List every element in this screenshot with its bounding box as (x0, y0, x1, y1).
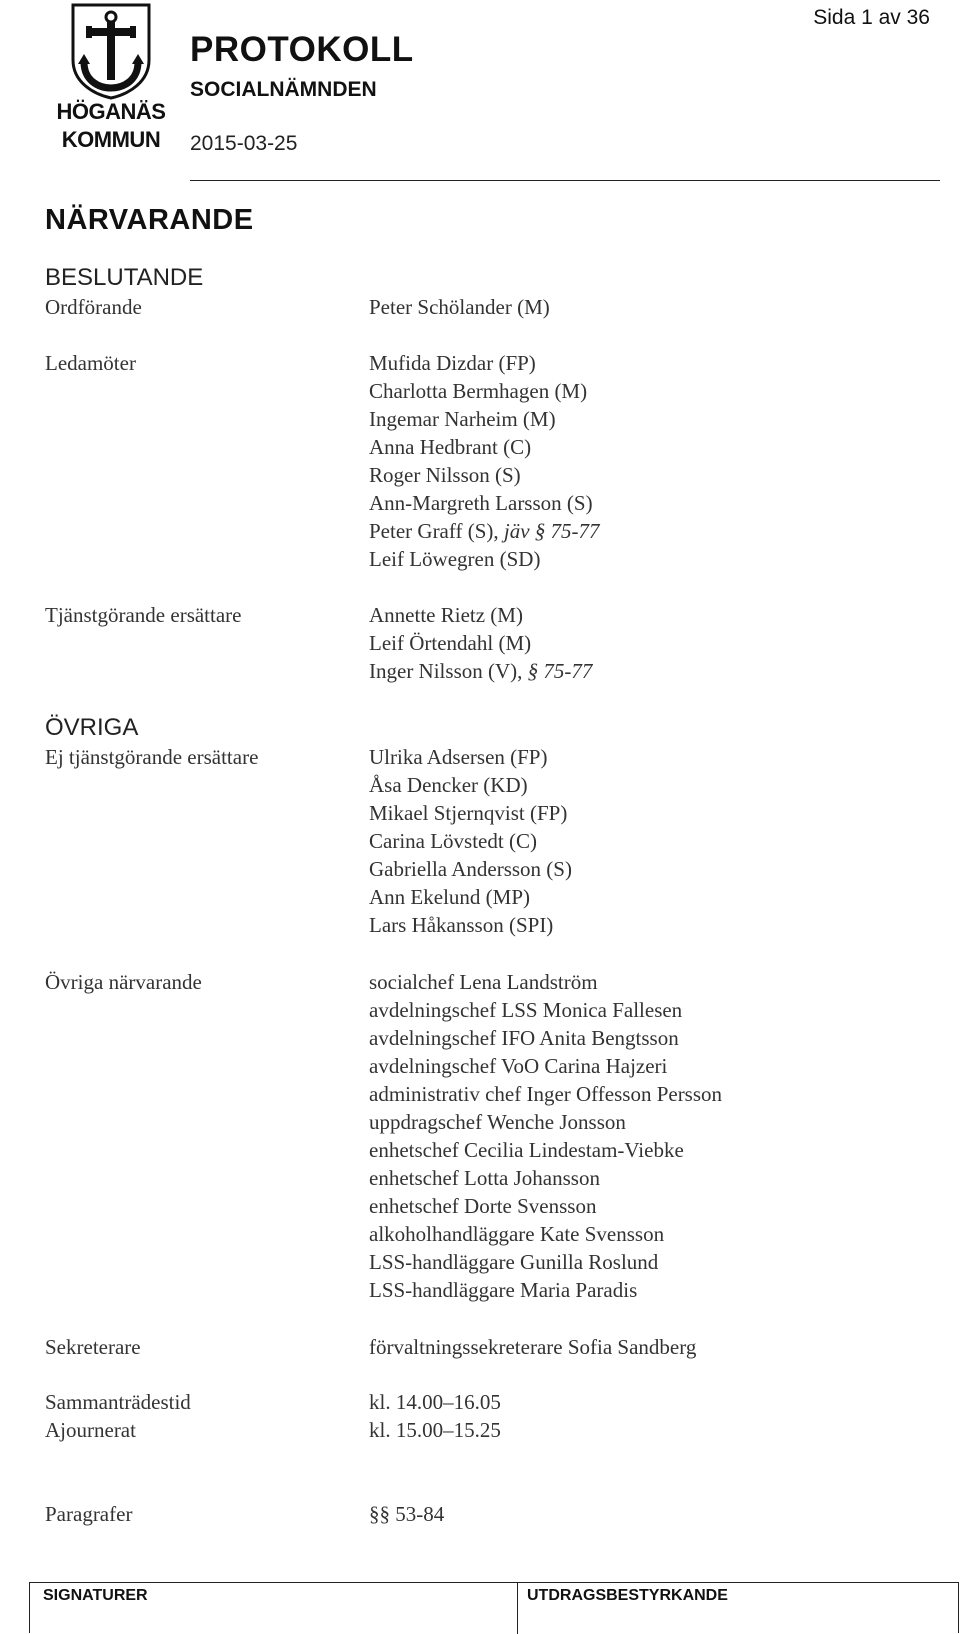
sekreterare-label: Sekreterare (45, 1335, 141, 1359)
ovriga-section-label: ÖVRIGA (45, 714, 139, 741)
list-item (369, 657, 592, 685)
list-item: Mufida Dizdar (FP) (369, 351, 536, 375)
list-item: avdelningschef VoO Carina Hajzeri (369, 1054, 668, 1078)
list-item: Annette Rietz (M) (369, 603, 523, 627)
sekreterare-list (369, 1333, 696, 1361)
list-item: Leif Örtendahl (M) (369, 631, 532, 655)
list-item: avdelningschef LSS Monica Fallesen (369, 998, 683, 1022)
secretary-name: förvaltningssekreterare Sofia Sandberg (369, 1335, 697, 1359)
ovriga-narvarande-label: Övriga närvarande (45, 970, 202, 994)
attendance-heading: NÄRVARANDE (45, 204, 254, 236)
list-item: Ann Ekelund (MP) (369, 885, 530, 909)
signatures-label: SIGNATURER (43, 1587, 148, 1604)
list-item: socialchef Lena Landström (369, 970, 598, 994)
list-item: Roger Nilsson (S) (369, 463, 521, 487)
list-item: enhetschef Cecilia Lindestam-Viebke (369, 1138, 684, 1162)
adjourned-label: Ajournerat (45, 1418, 136, 1442)
list-item: enhetschef Lotta Johansson (369, 1166, 600, 1190)
document-title: PROTOKOLL (190, 30, 414, 69)
paragraphs-value: §§ 53-84 (369, 1502, 445, 1526)
beslutande-section-label: BESLUTANDE (45, 264, 204, 291)
list-item: LSS-handläggare Gunilla Roslund (369, 1250, 659, 1274)
paragraph-note: § 75-77 (527, 659, 593, 683)
list-item: Ann-Margreth Larsson (S) (369, 491, 593, 515)
list-item: Ingemar Narheim (M) (369, 407, 556, 431)
conflict-note: jäv § 75-77 (503, 519, 600, 543)
list-item: alkoholhandläggare Kate Svensson (369, 1222, 665, 1246)
adjourned-value: kl. 15.00–15.25 (369, 1418, 501, 1442)
list-item: Carina Lövstedt (C) (369, 829, 537, 853)
list-item: administrativ chef Inger Offesson Persson (369, 1082, 723, 1106)
list-item: avdelningschef IFO Anita Bengtsson (369, 1026, 679, 1050)
hoganas-kommun-logo (52, 2, 170, 152)
list-item: Ulrika Adsersen (FP) (369, 745, 548, 769)
ovriga-narvarande-list (369, 968, 722, 1304)
list-item: LSS-handläggare Maria Paradis (369, 1278, 638, 1302)
member-name: Peter Graff (S), (369, 519, 499, 543)
ledamoter-list (369, 349, 600, 573)
member-name: Inger Nilsson (V), (369, 659, 523, 683)
ordforande-name: Peter Schölander (M) (369, 295, 550, 319)
tjanstgorande-list (369, 601, 592, 685)
signature-box (29, 1582, 959, 1633)
ej-tjanstgorande-label: Ej tjänstgörande ersättare (45, 745, 259, 769)
ej-tjanstgorande-list (369, 743, 572, 939)
logo-text-line1: HÖGANÄS (56, 99, 166, 124)
list-item (369, 517, 600, 545)
list-item: Mikael Stjernqvist (FP) (369, 801, 568, 825)
ordforande-label: Ordförande (45, 295, 142, 319)
ordforande-list (369, 293, 550, 321)
list-item: Charlotta Bermhagen (M) (369, 379, 588, 403)
anchor-crest-icon (52, 2, 170, 100)
meeting-time-label: Sammanträdestid (45, 1390, 191, 1414)
list-item: Lars Håkansson (SPI) (369, 913, 554, 937)
list-item: uppdragschef Wenche Jonsson (369, 1110, 626, 1134)
signature-box-divider (517, 1583, 518, 1634)
list-item: Åsa Dencker (KD) (369, 773, 528, 797)
list-item: Anna Hedbrant (C) (369, 435, 532, 459)
ledamoter-label: Ledamöter (45, 351, 136, 375)
paragraphs-label: Paragrafer (45, 1502, 133, 1526)
meeting-time-value: kl. 14.00–16.05 (369, 1390, 501, 1414)
extract-certification-label: UTDRAGSBESTYRKANDE (527, 1587, 728, 1604)
header-divider (190, 180, 940, 181)
list-item: enhetschef Dorte Svensson (369, 1194, 597, 1218)
list-item: Leif Löwegren (SD) (369, 547, 541, 571)
list-item: Gabriella Andersson (S) (369, 857, 572, 881)
tjanstgorande-label: Tjänstgörande ersättare (45, 603, 242, 627)
page-indicator: Sida 1 av 36 (813, 6, 930, 29)
document-subtitle: SOCIALNÄMNDEN (190, 78, 377, 101)
logo-text-line2: KOMMUN (61, 127, 161, 152)
document-date: 2015-03-25 (190, 132, 298, 155)
